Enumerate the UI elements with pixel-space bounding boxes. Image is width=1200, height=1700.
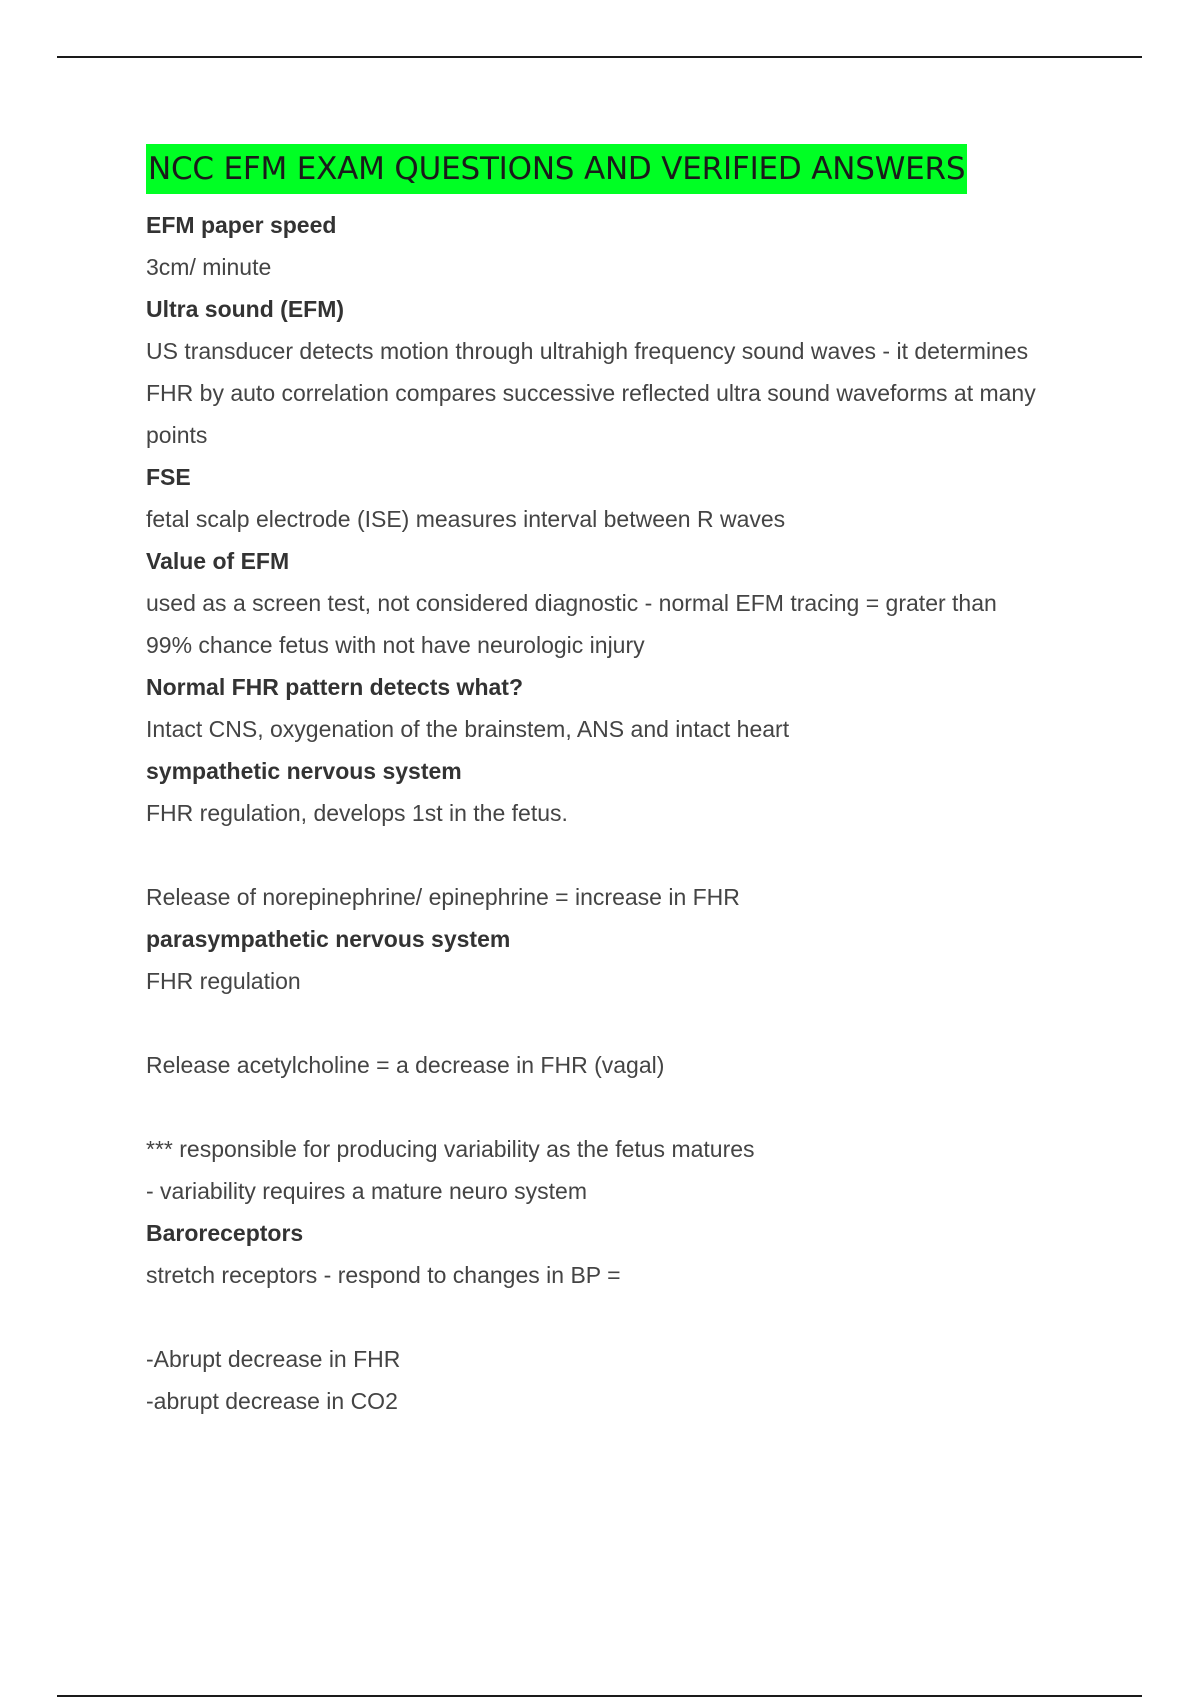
answer-line: 99% chance fetus with not have neurologic injury — [146, 632, 645, 658]
document-title: NCC EFM EXAM QUESTIONS AND VERIFIED ANSWERS — [146, 144, 967, 194]
question-heading: Normal FHR pattern detects what? — [146, 674, 523, 700]
question-heading: parasympathetic nervous system — [146, 926, 511, 952]
question-heading: Ultra sound (EFM) — [146, 296, 345, 322]
blank-line — [146, 1086, 1106, 1128]
qa-list — [146, 204, 1106, 1422]
document-body — [146, 144, 1106, 1422]
blank-line — [146, 1002, 1106, 1044]
answer-line: Release acetylcholine = a decrease in FHR (vagal) — [146, 1052, 665, 1078]
question-heading: EFM paper speed — [146, 212, 337, 238]
blank-line — [146, 1296, 1106, 1338]
answer-line: used as a screen test, not considered diagnostic - normal EFM tracing = grater than — [146, 590, 997, 616]
answer-line: *** responsible for producing variability as the fetus matures — [146, 1136, 755, 1162]
answer-line: -Abrupt decrease in FHR — [146, 1346, 401, 1372]
answer-line: stretch receptors - respond to changes in BP = — [146, 1262, 621, 1288]
answer-line: - variability requires a mature neuro system — [146, 1178, 587, 1204]
answer-line: FHR regulation, develops 1st in the fetus. — [146, 800, 568, 826]
question-heading: sympathetic nervous system — [146, 758, 462, 784]
answer-line: points — [146, 422, 208, 448]
question-heading: Baroreceptors — [146, 1220, 304, 1246]
footer-rule — [57, 1695, 1142, 1697]
answer-line: Intact CNS, oxygenation of the brainstem, ANS and intact heart — [146, 716, 790, 742]
answer-line: Release of norepinephrine/ epinephrine = increase in FHR — [146, 884, 740, 910]
answer-line: -abrupt decrease in CO2 — [146, 1388, 398, 1414]
answer-line: fetal scalp electrode (ISE) measures interval between R waves — [146, 506, 786, 532]
header-rule — [57, 56, 1142, 58]
question-heading: FSE — [146, 464, 191, 490]
answer-line: US transducer detects motion through ultrahigh frequency sound waves - it determines — [146, 338, 1029, 364]
answer-line: 3cm/ minute — [146, 254, 272, 280]
blank-line — [146, 834, 1106, 876]
question-heading: Value of EFM — [146, 548, 290, 574]
answer-line: FHR by auto correlation compares successive reflected ultra sound waveforms at many — [146, 380, 1036, 406]
answer-line: FHR regulation — [146, 968, 301, 994]
